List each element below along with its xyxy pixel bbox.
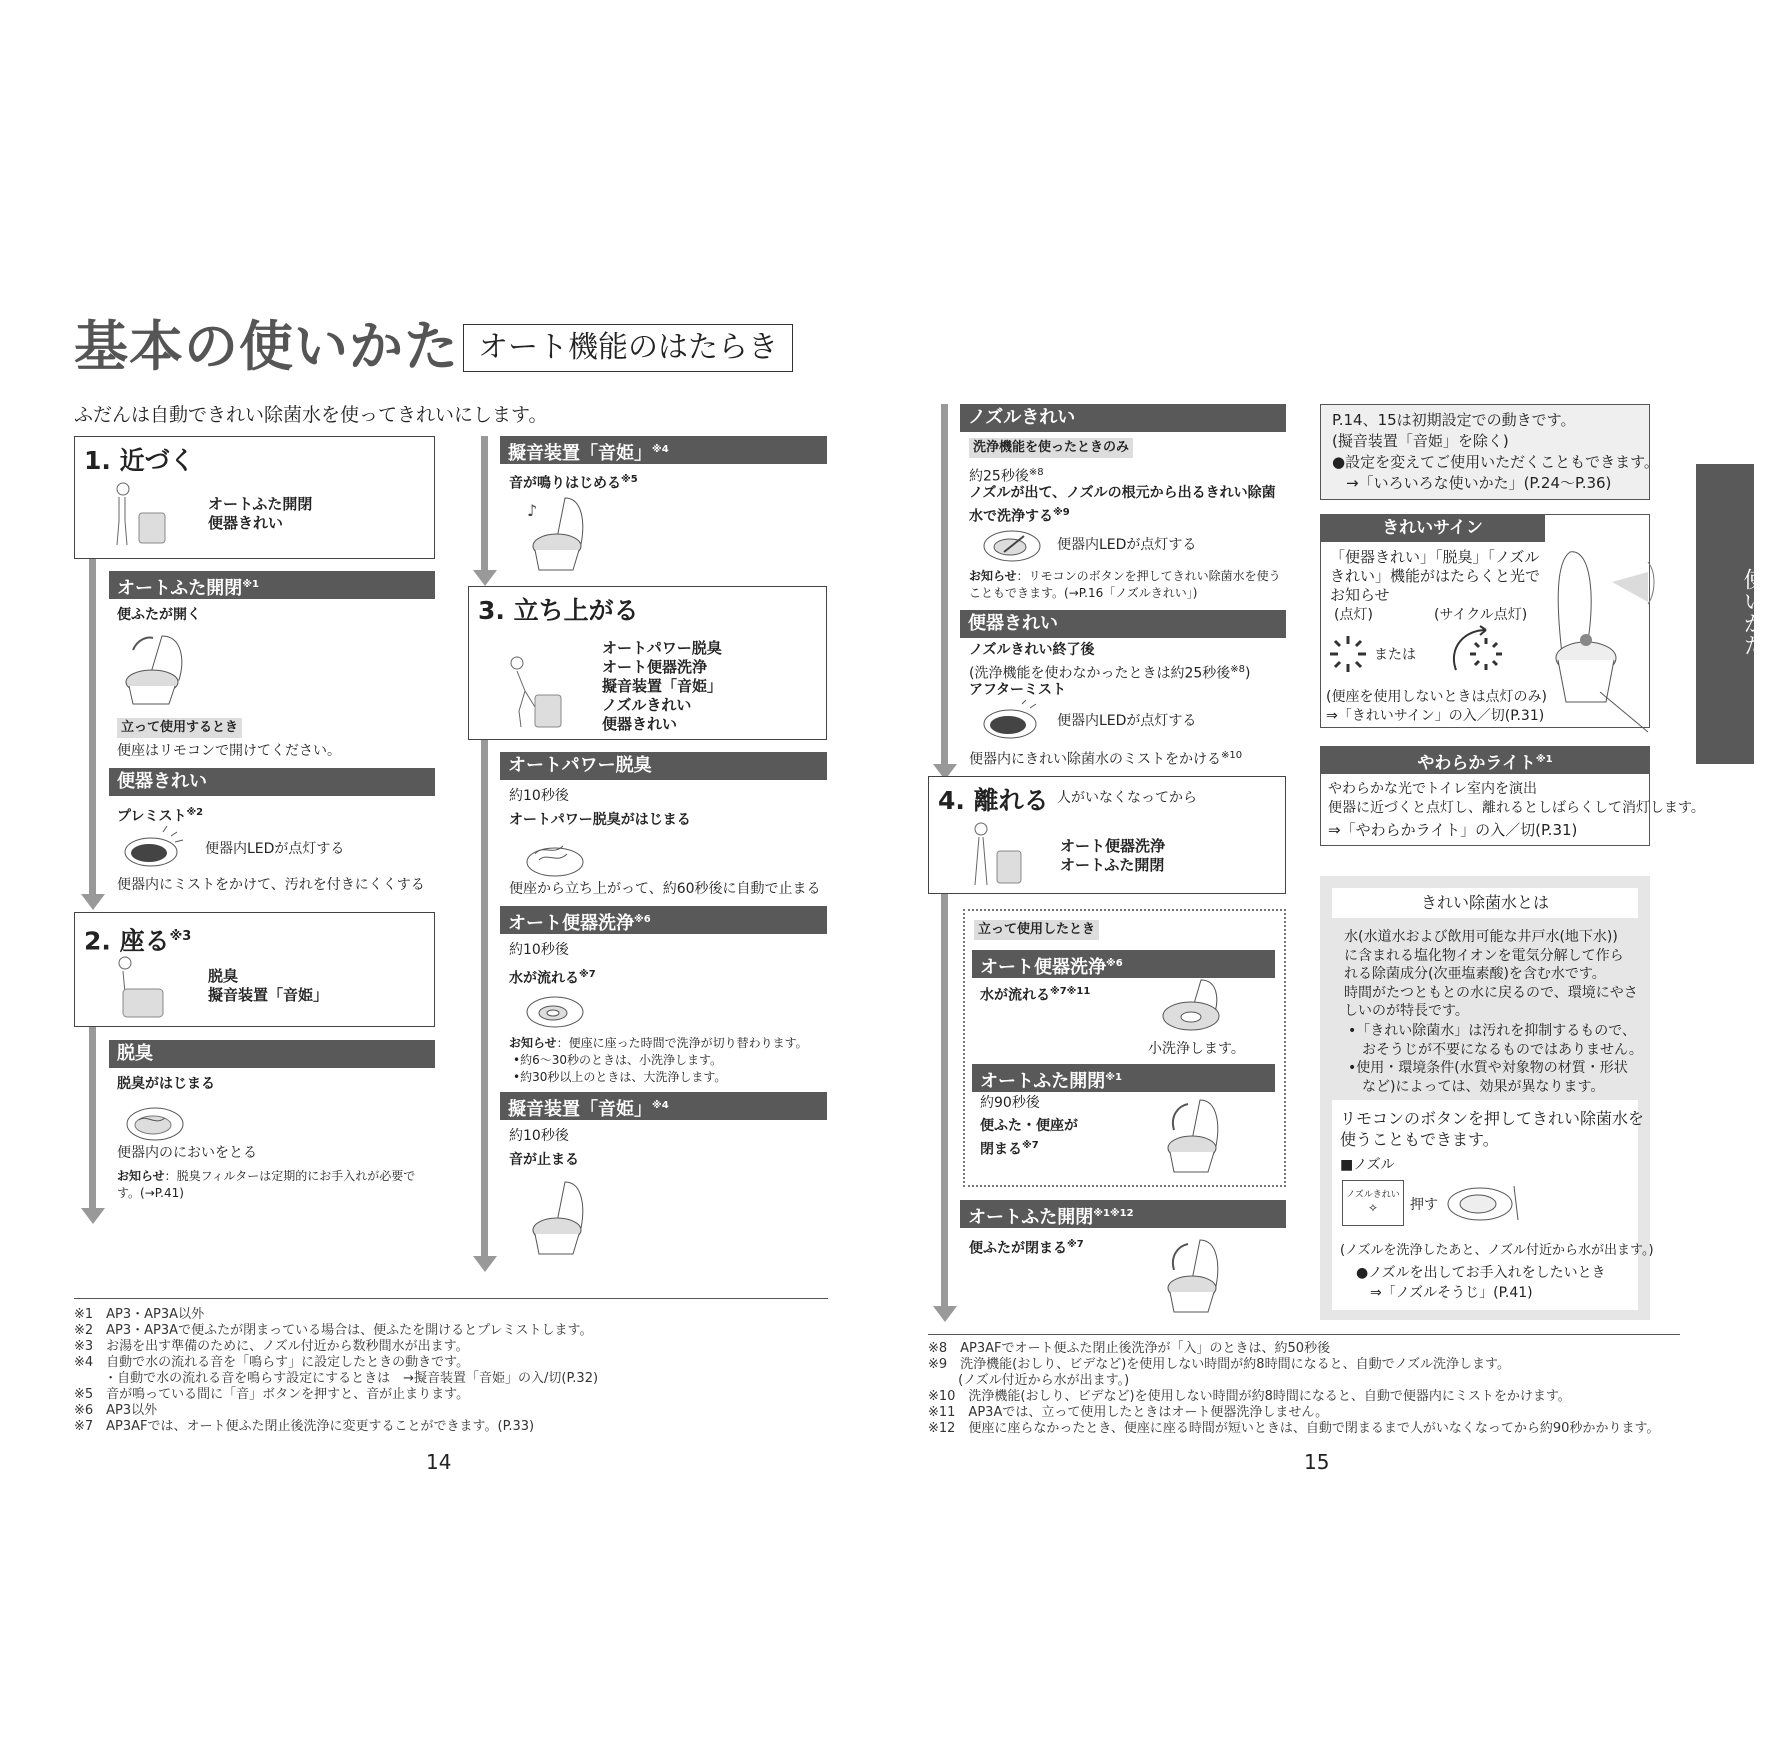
flow-arrowhead [933,1306,957,1322]
benki-lead: プレミスト$^{※2}$ [117,807,204,825]
standing-time: 約90秒後 [980,1095,1040,1111]
flow-arrow [89,1024,96,1210]
kirei-sign-text: 「便器きれい」「脱臭」「ノズル きれい」機能がはたらくと光で お知らせ [1330,548,1541,604]
section-bar-senjo: オート便器洗浄$^{※6}$ [500,906,827,934]
benki2-text: 便器内にきれい除菌水のミストをかける$^{※10}$ [969,750,1243,768]
kirei-water-title: きれい除菌水とは [1332,888,1638,918]
section-bar-futa: オートふた開閉$^{※1}$ [109,571,435,599]
nozzle-seat-icon [1444,1176,1524,1226]
side-tab-label: 使いかた [1740,568,1765,656]
flow-arrowhead [473,570,497,586]
benki-text: 便器内にミストをかけて、汚れを付きにくくする [117,877,425,893]
flush-icon [521,988,591,1034]
otohime2-time: 約10秒後 [509,1128,569,1144]
person-leaving-icon [965,821,1025,891]
bowl-led-icon [121,826,191,870]
sign-foot: (便座を使用しないときは点灯のみ) ⇒「きれいサイン」の入／切(P.31) [1326,689,1547,724]
yawaraka-light-text: やわらかな光でトイレ室内を演出 便器に近づくと点灯し、離れるとしばらくして消灯します。 ⇒「やわらかライト」の入／切(P.31) [1328,781,1705,839]
page-subtitle: オート機能のはたらき [463,324,793,372]
step-2-box [74,912,435,1027]
senjo-bullet-1: •約6～30秒のときは、小洗浄します。 [513,1053,723,1067]
sign-on-label: (点灯) [1334,607,1373,623]
standing-use-pill: 立って使用するとき [117,718,242,738]
page-number-left: 14 [426,1450,452,1474]
section-bar-senjo-standing: オート便器洗浄$^{※6}$ [972,950,1275,978]
kirei-water-text: 水(水道水および飲用可能な井戸水(地下水)) に含まれる塩化物イオンを電気分解して作ら れる除菌成分(次亜塩素酸)を含む水です。 時間がたつともとの水に戻るので、環境にやさ しいのが特長です。 [1344,929,1638,1019]
deodorize-icon [121,1098,191,1144]
nozzle-time: 約25秒後$^{※8}$ [969,467,1044,485]
nozzle-care-text: ●ノズルを出してお手入れをしたいとき [1356,1265,1606,1281]
toilet-sign-illustration [1552,542,1652,732]
led-cycle-icon [1446,626,1522,682]
step-3-actions: オートパワー脱臭 オート便器洗浄 擬音装置「音姫」 ノズルきれい 便器きれい [602,639,723,733]
kirei-water-bullets: •「きれい除菌水」は汚れを抑制するもので、 おそうじが不要になるものではありません。 •使用・環境条件(水質や対象物の材質・形状 など)によっては、効果が異なります。 [1348,1023,1643,1095]
flow-arrow [481,740,488,1256]
step-1-heading: 1. 近づく [84,446,195,475]
kirei-sign-title: きれいサイン [1320,514,1545,542]
step-2-actions: 脱臭 擬音装置「音姫」 [208,967,329,1004]
senjo-lead: 水が流れる$^{※7}$ [509,969,596,987]
flow-arrow [89,556,96,894]
benki2-lead: ノズルきれい終了後 [969,642,1095,658]
step-1-actions: オートふた開閉 便器きれい [208,495,313,532]
flow-arrowhead [81,1208,105,1224]
dasshu-lead: 脱臭がはじまる [117,1076,215,1092]
toilet-icon [525,1178,595,1258]
footnote-rule-left [74,1298,828,1299]
futa-text: 便座はリモコンで開けてください。 [117,743,341,759]
toilet-sound-icon [525,494,595,574]
flow-arrow [481,436,488,572]
person-sitting-icon [111,955,171,1021]
step-4-heading: 4. 離れる [938,786,1049,815]
press-label: 押す [1410,1197,1438,1213]
section-bar-otohime-2: 擬音装置「音姫」$^{※4}$ [500,1092,827,1120]
step-4-box [928,776,1286,894]
step-2-heading: 2. 座る$^{※3}$ [84,926,192,956]
nozzle-label: ■ノズル [1340,1157,1395,1173]
nozzle-led-icon [980,522,1050,566]
step-4-actions: オート便器洗浄 オートふた開閉 [1060,837,1166,874]
senjo-notice: お知らせ：便座に座った時間で洗浄が切り替わります。 [509,1036,808,1050]
person-approach-icon [111,481,171,551]
section-bar-benki: 便器きれい [109,768,435,796]
otohime2-lead: 音が止まる [509,1152,579,1168]
benki2-led: 便器内LEDが点灯する [1057,713,1197,729]
sign-or: または [1374,647,1416,663]
nozzle-pill: 洗浄機能を使ったときのみ [969,438,1133,458]
footnotes-left: ※1 AP3・AP3A以外 ※2 AP3・AP3Aで便ふたが閉まっている場合は、便ふたを開けるとプレミストします。 ※3 お湯を出す準備のために、ノズル付近から数秒間水が出ます。 ※4 自動で水の流れる音を「鳴らす」に設定したときの動きです。 ・自動で水の流れる音を鳴らす設定にするときは →擬音装置「音姫」の入/切(P.32) ※5 音が鳴っている間に「音」ボタンを押すと、音が止まります。 ※6 AP3以外 ※7 AP3AFでは、オート便ふた閉止後洗浄に変更することができます。(P.33) [74,1307,599,1434]
intro-text: ふだんは自動できれい除菌水を使ってきれいにします。 [74,404,548,426]
standing-small: 小洗浄します。 [1148,1041,1245,1057]
sign-cycle-label: (サイクル点灯) [1434,607,1528,623]
flush-icon [1155,978,1235,1038]
info-text: P.14、15は初期設定での動きです。 (擬音装置「音姫」を除く) ●設定を変えてご使用いただくこともできます。 →「いろいろな使いかた」(P.24～P.36) [1332,411,1659,492]
flow-arrow [941,404,948,766]
nozzle-led: 便器内LEDが点灯する [1057,537,1197,553]
nozzle-care-ref: ⇒「ノズルそうじ」(P.41) [1370,1285,1533,1301]
standing-lead1: 水が流れる$^{※7※11}$ [980,986,1091,1004]
section-bar-power: オートパワー脱臭 [500,752,827,780]
page-number-right: 15 [1304,1450,1330,1474]
nozzle-kirei-button[interactable]: ノズルきれい ⟡ [1342,1180,1404,1226]
futa-lead: 便ふたが開く [117,607,201,623]
flow-arrow [941,894,948,1314]
toilet-lid-close-icon [1160,1236,1230,1316]
senjo-time: 約10秒後 [509,942,569,958]
section-bar-futa-close: オートふた開閉$^{※1※12}$ [960,1200,1286,1228]
toilet-lid-open-icon [117,630,197,706]
step-1-box [74,436,435,559]
led-on-icon [1326,632,1370,676]
dasshu-notice: お知らせ：脱臭フィルターは定期的にお手入れが必要です。(→P.41) [117,1169,416,1200]
nozzle-notice: お知らせ：リモコンのボタンを押してきれい除菌水を使うこともできます。(→P.16「ノズルきれい」) [969,569,1281,600]
step-3-heading: 3. 立ち上がる [478,596,639,625]
nozzle-lead: ノズルが出て、ノズルの根元から出るきれい除菌水で洗浄する$^{※9}$ [969,485,1276,525]
footnotes-right: ※8 AP3AFでオート便ふた閉止後洗浄が「入」のときは、約50秒後 ※9 洗浄機能(おしり、ビデなど)を使用しない時間が約8時間になると、自動でノズル洗浄します。 (ノズル付近から水が出ます。) ※10 洗浄機能(おしり、ビデなど)を使用しない時間が約8時間になると、自動で便器内にミストをかけます。 ※11 AP3Aでは、立って使用したときはオート便器洗浄しません。 ※12 便座に座らなかったとき、便座に座る時間が短いときは、自動で閉まるまで人がいなくなってから約90秒かかります。 [928,1341,1660,1436]
senjo-bullet-2: •約30秒以上のときは、大洗浄します。 [513,1070,727,1084]
power-deodorize-icon [521,834,591,880]
section-bar-dasshu: 脱臭 [109,1040,435,1068]
otohime-lead: 音が鳴りはじめる$^{※5}$ [509,474,638,492]
benki2-paren: (洗浄機能を使わなかったときは約25秒後$^{※8}$) [969,664,1251,682]
person-standing-up-icon [505,655,565,731]
flow-arrowhead [81,894,105,910]
section-bar-nozzle: ノズルきれい [960,404,1286,432]
bowl-led-icon [980,700,1050,744]
power-time: 約10秒後 [509,788,569,804]
yawaraka-light-title: やわらかライト$^{※1}$ [1320,746,1650,774]
nozzle-after-text: (ノズルを洗浄したあと、ノズル付近から水が出ます。) [1340,1243,1654,1258]
standing-pill: 立って使用したとき [974,920,1099,940]
section-bar-futa-standing: オートふた開閉$^{※1}$ [972,1064,1275,1092]
benki-led: 便器内LEDが点灯する [205,841,345,857]
section-bar-benki-2: 便器きれい [960,610,1286,638]
step-4-note: 人がいなくなってから [1057,790,1197,806]
svg-text:♪: ♪ [527,501,538,520]
standing-lead2: 便ふた・便座が 閉まる$^{※7}$ [980,1118,1078,1158]
footnote-rule-right [928,1334,1680,1335]
power-text: 便座から立ち上がって、約60秒後に自動で止まる [509,881,821,897]
dasshu-text: 便器内のにおいをとる [117,1145,257,1161]
remote-text: リモコンのボタンを押してきれい除菌水を 使うこともできます。 [1340,1109,1645,1149]
power-lead: オートパワー脱臭がはじまる [509,812,691,828]
page-title: 基本の使いかた [74,315,459,378]
toilet-lid-close-icon [1160,1096,1230,1176]
benki2-lead2: アフターミスト [969,682,1067,698]
step-3-box [468,586,827,740]
flow-arrowhead [473,1256,497,1272]
section-bar-otohime: 擬音装置「音姫」$^{※4}$ [500,436,827,464]
side-tab[interactable] [1696,464,1765,764]
futa2-lead: 便ふたが閉まる$^{※7}$ [969,1239,1084,1257]
